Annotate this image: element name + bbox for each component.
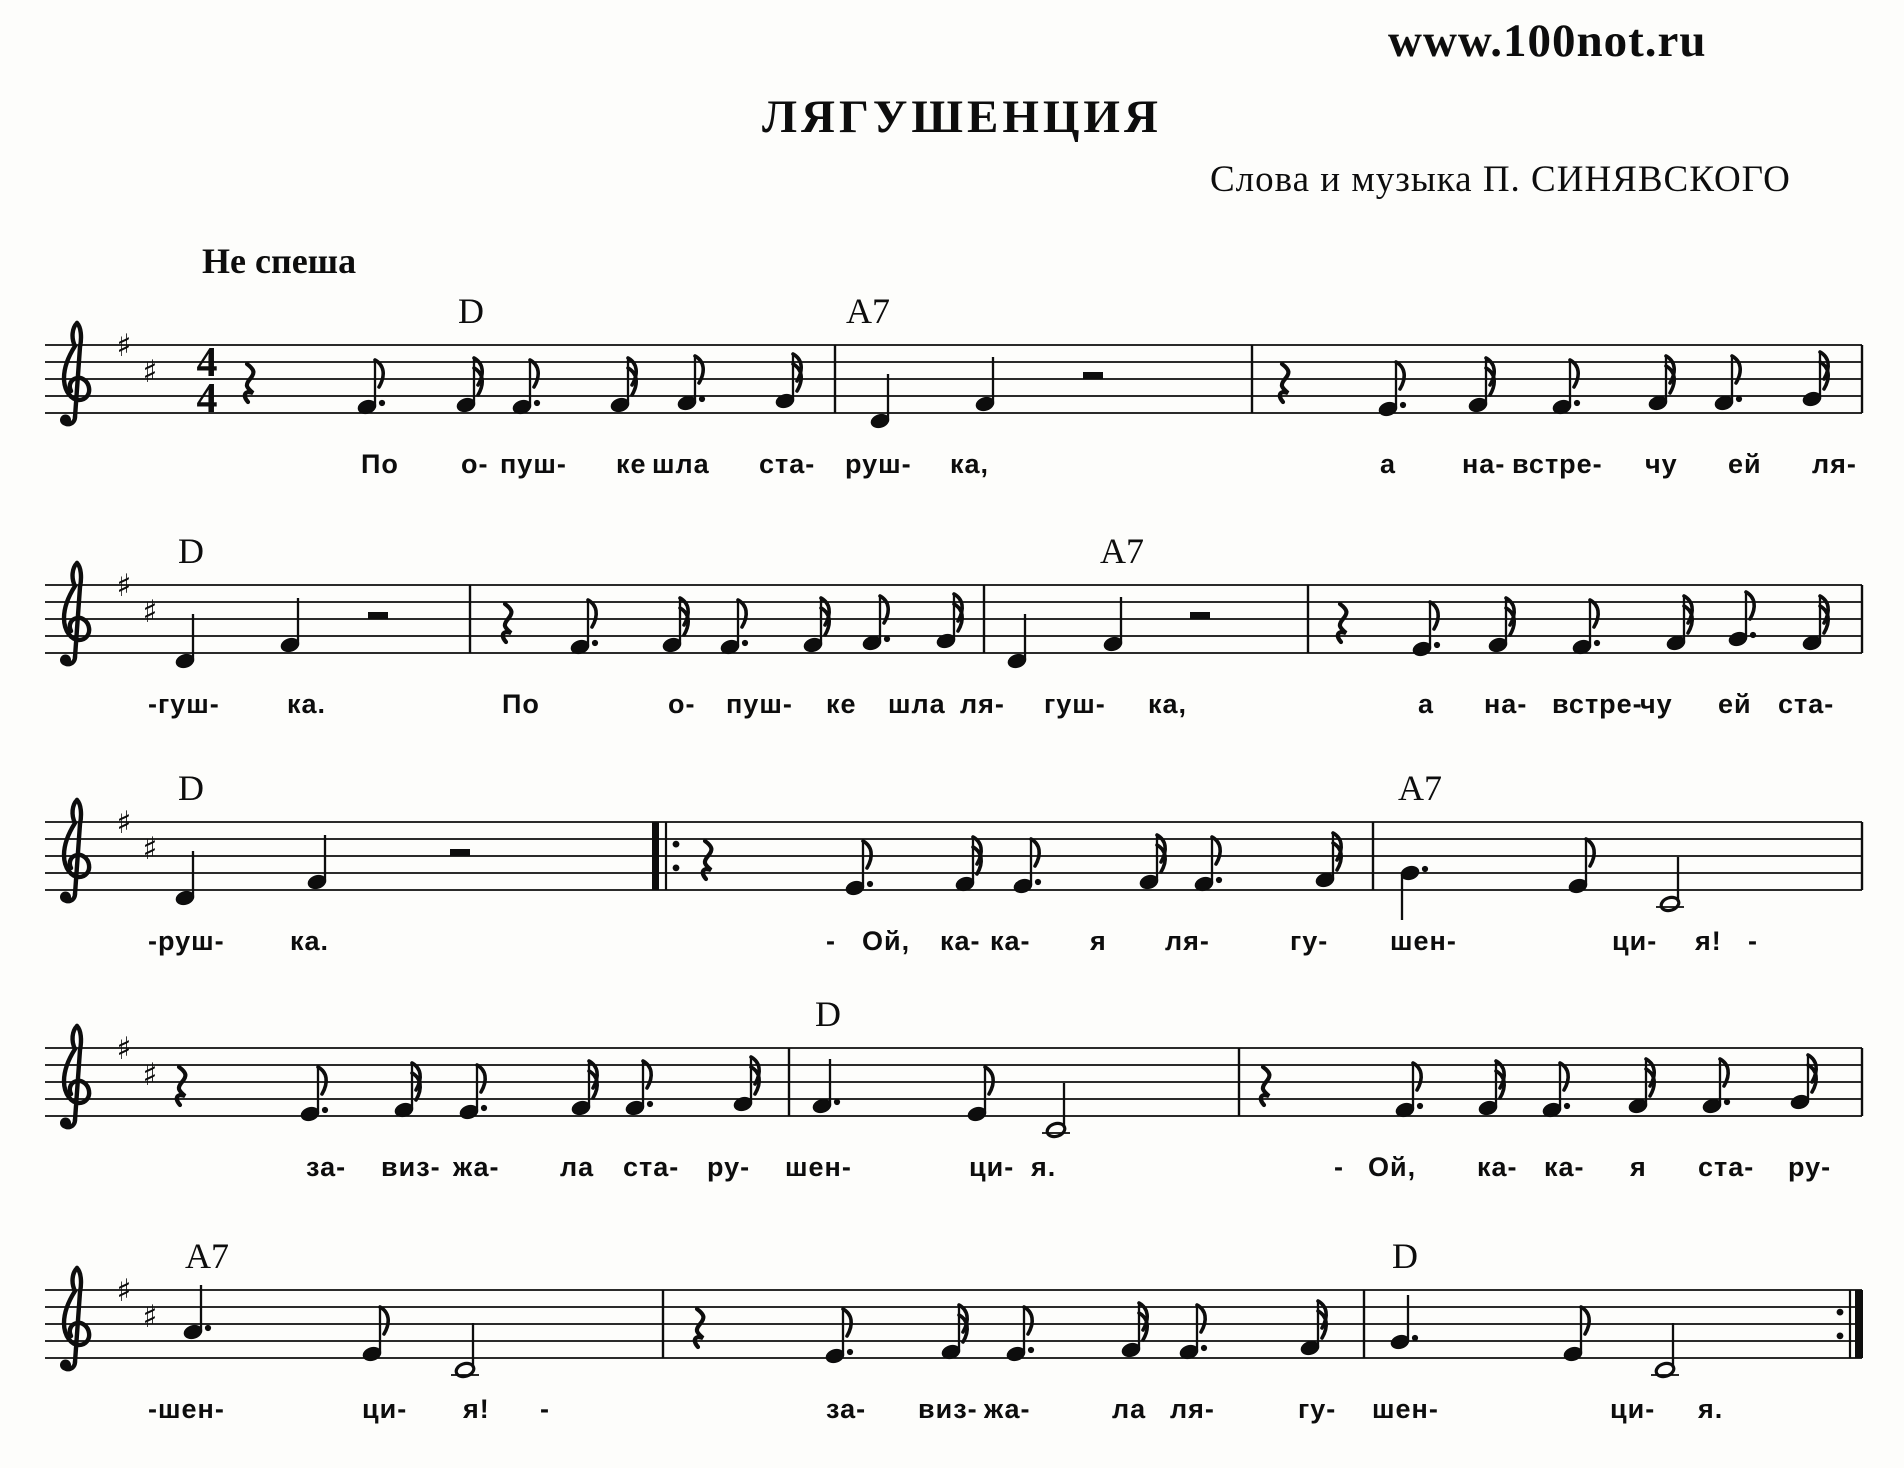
lyric-syllable: ля- [1170, 1394, 1215, 1424]
chord-symbol: A7 [1398, 768, 1442, 808]
note [609, 358, 636, 414]
key-sharp-icon: ♯ [142, 354, 158, 390]
note [1487, 598, 1514, 654]
note-flag-icon [843, 1309, 851, 1336]
note-flag-icon [1590, 600, 1598, 627]
chord-symbol: D [178, 768, 204, 808]
note-flag-icon [477, 1065, 485, 1092]
note [1647, 356, 1674, 412]
note [1120, 1303, 1147, 1359]
lyric-syllable: ля- [960, 689, 1005, 719]
note [1102, 597, 1123, 653]
half-rest-icon [1083, 372, 1103, 380]
lyric-syllable: ка, [1148, 689, 1188, 719]
note [861, 596, 890, 652]
note [306, 835, 327, 891]
note-flag-icon [1581, 1307, 1589, 1334]
augmentation-dot [1434, 642, 1440, 648]
note [1801, 596, 1828, 652]
lyric-syllable: шла [652, 449, 710, 479]
lyric-syllable: шен- [1390, 926, 1457, 956]
augmentation-dot [1400, 402, 1406, 408]
lyric-syllable: я [1630, 1152, 1647, 1182]
augmentation-dot [481, 1105, 487, 1111]
augmentation-dot [884, 636, 890, 642]
lyric-syllable: о- [461, 449, 489, 479]
note [954, 837, 981, 893]
lyric-syllable: на- [1462, 449, 1506, 479]
lyric-syllable: ци- [1612, 926, 1658, 956]
note [361, 1307, 388, 1363]
note [1138, 835, 1165, 891]
lyric-syllable: шен- [1372, 1394, 1439, 1424]
note [1411, 602, 1440, 658]
note-flag-icon [1396, 362, 1404, 389]
note-flag-icon [1212, 837, 1220, 864]
key-sharp-icon: ♯ [142, 831, 158, 867]
lyric-syllable: ля- [1812, 449, 1857, 479]
note-flag-icon [1560, 1063, 1568, 1090]
note [1012, 839, 1041, 895]
note-flag-icon [1586, 839, 1594, 866]
note [174, 614, 195, 670]
lyric-syllable: ци- [969, 1152, 1015, 1182]
lyric-syllable: я. [1031, 1152, 1057, 1182]
staff-system-5 [45, 1236, 1863, 1424]
lyric-syllable: я [1090, 926, 1107, 956]
note-flag-icon [588, 600, 596, 627]
tempo-marking: Не спеша [202, 241, 357, 281]
lyric-syllable: ла [1112, 1394, 1147, 1424]
lyric-syllable: -гуш- [148, 689, 220, 719]
lyric-syllable: - [1748, 926, 1758, 956]
lyric-syllable: ля- [1165, 926, 1210, 956]
half-rest-icon [1190, 612, 1210, 620]
chord-symbol: D [815, 994, 841, 1034]
staff-system-4 [45, 994, 1862, 1182]
note [1477, 1061, 1504, 1117]
note-flag-icon [1031, 839, 1039, 866]
lyric-syllable: я! [463, 1394, 490, 1424]
lyric-syllable: По [502, 689, 540, 719]
note [802, 598, 829, 654]
note [1551, 360, 1580, 416]
lyric-syllable: виз- [381, 1152, 441, 1182]
key-sharp-icon: ♯ [116, 1031, 132, 1067]
lyric-syllable: - [540, 1394, 550, 1424]
staff-system-1 [45, 291, 1862, 479]
half-rest-icon [450, 849, 470, 857]
lyric-syllable: ка- [990, 926, 1031, 956]
note-flag-icon [375, 360, 383, 387]
note-flag-icon [1413, 1063, 1421, 1090]
repeat-end-barline [1855, 1290, 1863, 1358]
lyric-syllable: а [1418, 689, 1435, 719]
note [1389, 1295, 1418, 1351]
lyric-syllable: шла [888, 689, 946, 719]
chord-symbol: A7 [846, 291, 890, 331]
augmentation-dot [592, 640, 598, 646]
note-flag-icon [530, 360, 538, 387]
repeat-begin-barline [652, 822, 659, 890]
augmentation-dot [1028, 1347, 1034, 1353]
lyric-syllable: ей [1718, 689, 1752, 719]
note [1042, 1083, 1070, 1139]
key-sharp-icon: ♯ [142, 1057, 158, 1093]
lyric-syllable: - [1334, 1152, 1344, 1182]
lyric-syllable: я! [1695, 926, 1722, 956]
note [393, 1063, 420, 1119]
chord-symbol: A7 [1100, 531, 1144, 571]
note [182, 1285, 211, 1341]
augmentation-dot [742, 640, 748, 646]
lyric-syllable: за- [306, 1152, 347, 1182]
lyric-syllable: ка. [287, 689, 327, 719]
key-sharp-icon: ♯ [142, 1299, 158, 1335]
treble-clef-icon [60, 563, 89, 666]
note [1571, 600, 1600, 656]
augmentation-dot [847, 1349, 853, 1355]
lyric-syllable: - [826, 926, 836, 956]
lyric-syllable: шен- [785, 1152, 852, 1182]
augmentation-dot [1594, 640, 1600, 646]
note-flag-icon [1197, 1305, 1205, 1332]
time-signature: 4 [196, 340, 218, 386]
note-flag-icon [1746, 592, 1754, 619]
note [1006, 614, 1027, 670]
augmentation-dot [867, 881, 873, 887]
lyric-syllable: -шен- [148, 1394, 225, 1424]
lyric-syllable: гуш- [1044, 689, 1106, 719]
augmentation-dot [1736, 396, 1742, 402]
key-sharp-icon: ♯ [116, 568, 132, 604]
note [1665, 596, 1692, 652]
lyric-syllable: пуш- [726, 689, 793, 719]
augmentation-dot [534, 400, 540, 406]
lyric-syllable: я. [1698, 1394, 1724, 1424]
lyric-syllable: Ой, [1368, 1152, 1417, 1182]
note [1713, 356, 1742, 412]
note [940, 1305, 967, 1361]
augmentation-dot [1412, 1335, 1418, 1341]
note [1193, 837, 1222, 893]
augmentation-dot [205, 1325, 211, 1331]
site-watermark: www.100not.ru [1388, 15, 1707, 67]
augmentation-dot [1035, 879, 1041, 885]
lyric-syllable: гу- [1290, 926, 1329, 956]
lyric-syllable: По [361, 449, 399, 479]
lyric-syllable: руш- [845, 449, 912, 479]
note [676, 356, 705, 412]
lyric-syllable: ру- [1788, 1152, 1832, 1182]
chord-symbol: D [178, 531, 204, 571]
note [1314, 833, 1341, 889]
treble-clef-icon [60, 323, 89, 426]
augmentation-dot [699, 396, 705, 402]
lyric-syllable: ке [616, 449, 647, 479]
note-flag-icon [380, 1307, 388, 1334]
augmentation-dot [322, 1107, 328, 1113]
key-sharp-icon: ♯ [116, 1273, 132, 1309]
staff-system-2 [45, 531, 1862, 719]
lyric-syllable: на- [1484, 689, 1528, 719]
lyric-syllable: ке [826, 689, 857, 719]
note [1467, 358, 1494, 414]
augmentation-dot [1201, 1345, 1207, 1351]
augmentation-dot [1417, 1103, 1423, 1109]
note-flag-icon [1430, 602, 1438, 629]
note [569, 600, 598, 656]
note [624, 1061, 653, 1117]
lyric-syllable: чу [1640, 689, 1673, 719]
time-signature: 4 [196, 376, 218, 422]
lyric-syllable: встре- [1512, 449, 1603, 479]
note-flag-icon [863, 841, 871, 868]
note [1701, 1059, 1730, 1115]
chord-symbol: D [458, 291, 484, 331]
key-sharp-icon: ♯ [142, 594, 158, 630]
augmentation-dot [647, 1101, 653, 1107]
note [1005, 1307, 1034, 1363]
note [570, 1061, 597, 1117]
note [1562, 1307, 1589, 1363]
lyric-syllable: жа- [984, 1394, 1031, 1424]
note-flag-icon [1024, 1307, 1032, 1334]
note-flag-icon [738, 600, 746, 627]
staff-system-3 [45, 768, 1862, 956]
note [1627, 1059, 1654, 1115]
note [1801, 352, 1828, 408]
note [1651, 1323, 1679, 1379]
note [1541, 1063, 1570, 1119]
lyric-syllable: -руш- [148, 926, 225, 956]
note [844, 841, 873, 897]
lyric-syllable: за- [826, 1394, 867, 1424]
lyric-syllable: ци- [1610, 1394, 1656, 1424]
lyric-syllable: встре- [1552, 689, 1643, 719]
augmentation-dot [834, 1099, 840, 1105]
note [511, 360, 540, 416]
chord-symbol: A7 [185, 1236, 229, 1276]
note [824, 1309, 853, 1365]
note [661, 598, 688, 654]
credit-line: Слова и музыка П. СИНЯВСКОГО [1210, 159, 1791, 200]
lyric-syllable: ка, [950, 449, 990, 479]
note [299, 1067, 328, 1123]
augmentation-dot [1574, 400, 1580, 406]
note [451, 1323, 479, 1379]
lyric-syllable: ка- [1477, 1152, 1518, 1182]
note [356, 360, 385, 416]
treble-clef-icon [60, 1026, 89, 1129]
chord-symbol: D [1392, 1236, 1418, 1276]
lyric-syllable: ста- [623, 1152, 680, 1182]
lyric-syllable: гу- [1298, 1394, 1337, 1424]
note [719, 600, 748, 656]
note [1178, 1305, 1207, 1361]
note [1394, 1063, 1423, 1119]
song-title: ЛЯГУШЕНЦИЯ [762, 91, 1162, 143]
augmentation-dot [1216, 877, 1222, 883]
lyric-syllable: пуш- [500, 449, 567, 479]
treble-clef-icon [60, 1268, 89, 1371]
treble-clef-icon [60, 800, 89, 903]
note [1656, 857, 1684, 913]
key-sharp-icon: ♯ [116, 805, 132, 841]
lyric-syllable: ка. [290, 926, 330, 956]
lyric-syllable: ка- [1544, 1152, 1585, 1182]
note [811, 1059, 840, 1115]
note [974, 357, 995, 413]
note [458, 1065, 487, 1121]
augmentation-dot [1422, 866, 1428, 872]
note [869, 374, 890, 430]
note-flag-icon [1570, 360, 1578, 387]
augmentation-dot [379, 400, 385, 406]
lyric-syllable: ста- [759, 449, 816, 479]
note-flag-icon [985, 1067, 993, 1094]
lyric-syllable: чу [1645, 449, 1678, 479]
lyric-syllable: ла [560, 1152, 595, 1182]
note [279, 598, 300, 654]
lyric-syllable: ка- [940, 926, 981, 956]
note [174, 851, 195, 907]
lyric-syllable: ста- [1698, 1152, 1755, 1182]
lyric-syllable: ци- [362, 1394, 408, 1424]
note [1567, 839, 1594, 895]
note [455, 358, 482, 414]
note [1299, 1301, 1326, 1357]
half-rest-icon [368, 612, 388, 620]
augmentation-dot [1724, 1099, 1730, 1105]
lyric-syllable: жа- [453, 1152, 500, 1182]
lyric-syllable: ей [1728, 449, 1762, 479]
note [966, 1067, 993, 1123]
lyric-syllable: ста- [1778, 689, 1835, 719]
lyric-syllable: виз- [918, 1394, 978, 1424]
lyric-syllable: о- [668, 689, 696, 719]
note [1377, 362, 1406, 418]
lyric-syllable: Ой, [862, 926, 911, 956]
augmentation-dot [1564, 1103, 1570, 1109]
augmentation-dot [1750, 632, 1756, 638]
key-sharp-icon: ♯ [116, 328, 132, 364]
note [1789, 1055, 1816, 1111]
note [1727, 592, 1756, 648]
lyric-syllable: а [1380, 449, 1397, 479]
lyric-syllable: ру- [707, 1152, 751, 1182]
note-flag-icon [318, 1067, 326, 1094]
